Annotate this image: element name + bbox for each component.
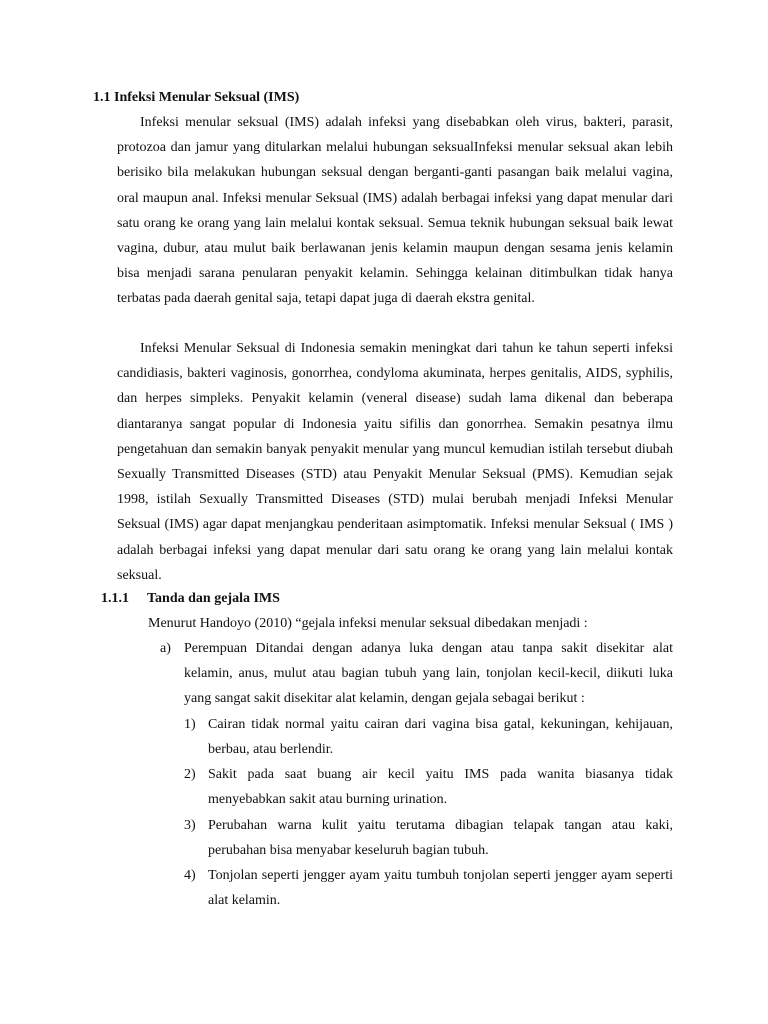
- list-marker: 2): [184, 767, 196, 782]
- list-subitem-text: Cairan tidak normal yaitu cairan dari vagina bisa gatal, kekuningan, kehijauan, berbau, atau berlendir.: [208, 717, 673, 758]
- paragraph-ims-indonesia: Infeksi Menular Seksual di Indonesia semakin meningkat dari tahun ke tahun seperti infeksi candidiasis, bakteri vaginosis, gonorrhea, condyloma akuminata, herpes genitalis, AIDS, syphilis, dan herpes simpleks. Penyakit kelamin (veneral disease) sudah lama dikenal dan beberapa diantaranya sangat popular di Indonesia yaitu sifilis dan gonorrhea. Semakin pesatnya ilmu pengetahuan dan semakin banyak penyakit menular yang muncul kemudian istilah tersebut diubah Sexually Transmitted Diseases (STD) atau Penyakit Menular Seksual (PMS). Kemudian sejak 1998, istilah Sexually Transmitted Diseases (STD) mulai berubah menjadi Infeksi Menular Seksual (IMS) agar dapat menjangkau penderitaan asimptomatik. Infeksi menular Seksual ( IMS ) adalah berbagai infeksi yang dapat menular dari satu orang ke orang yang lain melalui kontak seksual.: [117, 341, 673, 583]
- list-subitem-text: Perubahan warna kulit yaitu terutama dibagian telapak tangan atau kaki, perubahan bisa menyabar keseluruh bagian tubuh.: [208, 818, 673, 859]
- list-item-text: Perempuan Ditandai dengan adanya luka dengan atau tanpa sakit disekitar alat kelamin, anus, mulut atau bagian tubuh yang lain, tonjolan kecil-kecil, diikuti luka yang sangat sakit disekitar alat kelamin, dengan gejala sebagai berikut :: [184, 641, 673, 707]
- list-subitem: [184, 863, 673, 913]
- section-heading: 1.1 Infeksi Menular Seksual (IMS): [93, 90, 300, 105]
- subsection-number: 1.1.1: [101, 591, 129, 606]
- paragraph-ims-definition: Infeksi menular seksual (IMS) adalah infeksi yang disebabkan oleh virus, bakteri, parasit, protozoa dan jamur yang ditularkan melalui hubungan seksualInfeksi menular seksual akan lebih berisiko bila melakukan hubungan seksual dengan berganti-ganti pasangan baik melalui vagina, oral maupun anal. Infeksi menular Seksual (IMS) adalah berbagai infeksi yang dapat menular dari satu orang ke orang yang lain melalui kontak seksual. Semua teknik hubungan seksual baik lewat vagina, dubur, atau mulut baik berlawanan jenis kelamin maupun dengan sesama jenis kelamin bisa menjadi sarana penularan penyakit kelamin. Sehingga kelainan ditimbulkan tidak hanya terbatas pada daerah genital saja, tetapi dapat juga di daerah ekstra genital.: [117, 115, 673, 307]
- list-subitem: [184, 762, 673, 812]
- list-marker: a): [160, 641, 171, 656]
- list-marker: 4): [184, 868, 196, 883]
- list-marker: 1): [184, 717, 196, 732]
- list-subitem: [184, 813, 673, 863]
- subsection-intro: Menurut Handoyo (2010) “gejala infeksi menular seksual dibedakan menjadi :: [148, 616, 588, 631]
- list-subitem-text: Tonjolan seperti jengger ayam yaitu tumbuh tonjolan seperti jengger ayam seperti alat kelamin.: [208, 868, 673, 909]
- subsection-title: Tanda dan gejala IMS: [147, 591, 280, 606]
- subsection-heading: [101, 589, 280, 609]
- list-subitem-text: Sakit pada saat buang air kecil yaitu IMS pada wanita biasanya tidak menyebabkan sakit atau burning urination.: [208, 767, 673, 808]
- list-subitem: [184, 712, 673, 762]
- list-marker: 3): [184, 818, 196, 833]
- list-item-a: [160, 636, 673, 712]
